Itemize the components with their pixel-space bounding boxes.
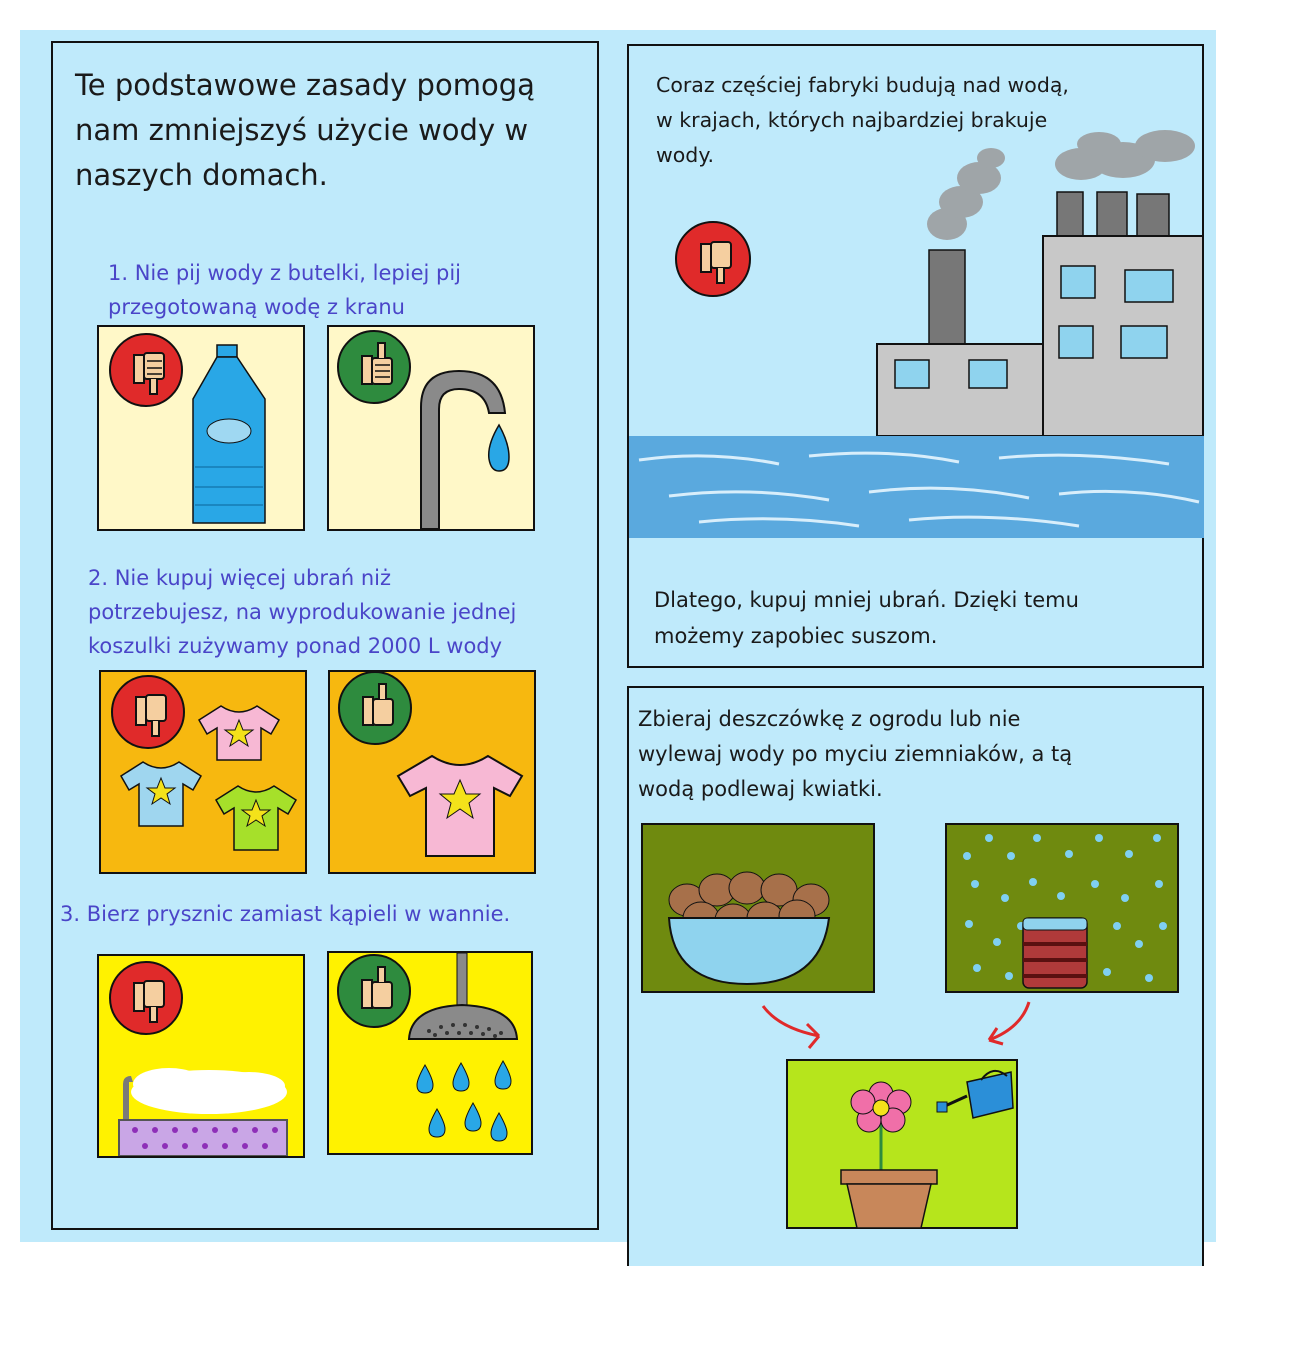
potatoes-scene bbox=[642, 824, 874, 992]
flower-scene bbox=[787, 1060, 1017, 1228]
bottle-scene bbox=[97, 325, 305, 531]
t-shirt-icon bbox=[121, 762, 201, 826]
thumbs-up-icon bbox=[339, 672, 411, 744]
thumbs-down-icon bbox=[110, 334, 182, 406]
bathtub-icon bbox=[119, 1068, 287, 1156]
bathtub-scene bbox=[97, 954, 305, 1158]
thumbs-up-icon bbox=[338, 955, 410, 1027]
rainwater-text: Zbieraj deszczówkę z ogrodu lub nie wylewaj wody po myciu ziemniaków, a tą wodą podlewaj kwiatki. bbox=[638, 707, 1073, 801]
rain-barrel-scene bbox=[946, 824, 1178, 992]
shower-icon bbox=[409, 953, 517, 1141]
thumbs-up-icon bbox=[338, 331, 410, 403]
panel-heading: Te podstawowe zasady pomogą nam zmniejszyś użycie wody w naszych domach. bbox=[75, 68, 535, 192]
shower-scene bbox=[327, 951, 533, 1155]
thumbs-down-icon bbox=[110, 962, 182, 1034]
tap-scene bbox=[327, 325, 535, 531]
many-shirts-scene bbox=[99, 670, 307, 874]
tip-2-text: 2. Nie kupuj więcej ubrań niż potrzebujesz, na wyprodukowanie jednej koszulki zużywamy ponad 2000 L wody bbox=[88, 566, 517, 658]
rain-barrel-icon bbox=[1023, 918, 1087, 988]
river bbox=[629, 436, 1204, 538]
t-shirt-icon bbox=[216, 786, 296, 850]
tap-icon bbox=[421, 371, 509, 529]
t-shirt-icon bbox=[199, 706, 279, 760]
water-saving-tips-panel bbox=[51, 41, 599, 1230]
tip-1-text: 1. Nie pij wody z butelki, lepiej pij przegotowaną wodę z kranu bbox=[108, 261, 462, 319]
factory-text: Coraz częściej fabryki budują nad wodą, w krajach, których najbardziej brakuje wody. bbox=[656, 73, 1069, 167]
arrow-icon bbox=[763, 1002, 1029, 1048]
thumbs-down-icon bbox=[112, 676, 184, 748]
factory-icon bbox=[877, 130, 1203, 436]
potatoes-icon bbox=[669, 872, 829, 984]
tip-3-text: 3. Bierz prysznic zamiast kąpieli w wannie. bbox=[60, 902, 511, 926]
t-shirt-icon bbox=[398, 756, 522, 856]
one-shirt-scene bbox=[328, 670, 536, 874]
conclusion-text: Dlatego, kupuj mniej ubrań. Dzięki temu możemy zapobiec suszom. bbox=[654, 588, 1079, 648]
rainwater-panel bbox=[627, 686, 1204, 1266]
factory-panel bbox=[627, 44, 1204, 668]
water-bottle-icon bbox=[193, 345, 265, 523]
thumbs-down-icon bbox=[676, 222, 750, 296]
